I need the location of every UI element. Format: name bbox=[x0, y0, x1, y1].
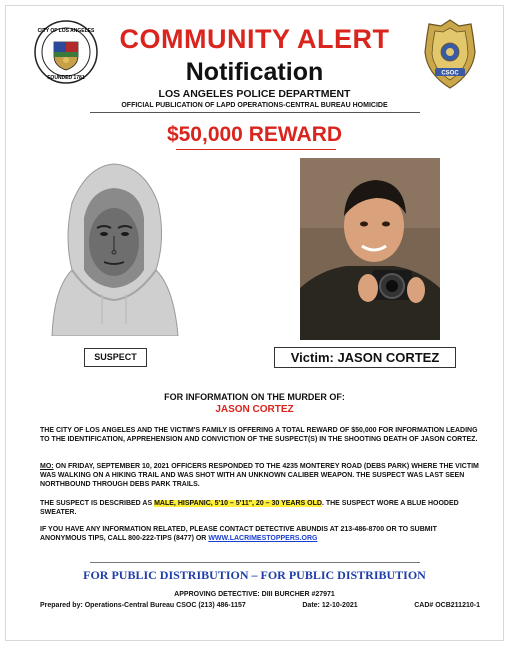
cad-number: CAD# OCB211210-1 bbox=[414, 602, 480, 609]
victim-photo-image bbox=[300, 158, 440, 340]
alert-title: COMMUNITY ALERT bbox=[119, 24, 390, 54]
footer-date: Date: 12-10-2021 bbox=[302, 602, 358, 609]
victim-label: Victim: JASON CORTEZ bbox=[274, 347, 456, 368]
mo-paragraph bbox=[40, 462, 480, 489]
footer-line bbox=[40, 602, 480, 609]
reward-amount: $50,000 REWARD bbox=[166, 123, 343, 146]
suspect-sketch-image bbox=[42, 158, 184, 336]
distribution-divider bbox=[90, 562, 420, 563]
alert-subtitle: Notification bbox=[185, 58, 324, 86]
suspect-label: SUSPECT bbox=[84, 348, 147, 367]
reward-paragraph: THE CITY OF LOS ANGELES AND THE VICTIM'S FAMILY IS OFFERING A TOTAL REWARD OF $50,000 FOR INFORMATION LEADING TO THE IDENTIFICATION, APPREHENSION AND CONVICTION OF THE SUSPECT(S) IN THE SHOOTING DEATH OF JASON CORTEZ. bbox=[40, 427, 478, 443]
svg-text:CITY OF LOS ANGELES: CITY OF LOS ANGELES bbox=[37, 28, 95, 34]
header-divider bbox=[90, 112, 420, 113]
reward-underline bbox=[176, 149, 336, 150]
official-publication: OFFICIAL PUBLICATION OF LAPD OPERATIONS-CENTRAL BUREAU HOMICIDE bbox=[121, 102, 388, 109]
mo-text: ON FRIDAY, SEPTEMBER 10, 2021 OFFICERS RESPONDED TO THE 4235 MONTEREY ROAD (DEBS PARK) WHERE THE VICTIM WAS WALKING ON A HIKING TRAIL AND WAS SHOT WITH AN UNKNOWN CALIBER WEAPON. THE SUSPECT WAS LAST SEEN NORTHBOUND THROUGH DEBS PARK TRAILS. bbox=[40, 463, 479, 488]
victim-name: JASON CORTEZ bbox=[215, 404, 294, 415]
suspect-description-paragraph bbox=[40, 499, 480, 517]
murder-info-heading: FOR INFORMATION ON THE MURDER OF: bbox=[164, 392, 345, 402]
approving-detective: APPROVING DETECTIVE: DIII BURCHER #27971 bbox=[174, 591, 335, 598]
badge-text: CSOC bbox=[441, 70, 459, 77]
description-rest: . THE SUSPECT WORE A BLUE HOODED SWEATER. bbox=[40, 500, 459, 516]
contact-text: IF YOU HAVE ANY INFORMATION RELATED, PLEASE CONTACT DETECTIVE ABUNDIS AT 213-486-8700 OR TO SUBMIT ANONYMOUS TIPS, CALL 800-222-TIPS (8477) OR bbox=[40, 526, 437, 542]
department-name: LOS ANGELES POLICE DEPARTMENT bbox=[158, 88, 351, 100]
description-intro: THE SUSPECT IS DESCRIBED AS bbox=[40, 500, 155, 507]
suspect-description-highlight: MALE, HISPANIC, 5'10 – 5'11", 20 – 30 YEARS OLD bbox=[154, 500, 322, 507]
svg-text:FOUNDED 1781: FOUNDED 1781 bbox=[47, 75, 85, 81]
prepared-by: Prepared by: Operations-Central Bureau CSOC (213) 486-1157 bbox=[40, 602, 246, 609]
contact-paragraph bbox=[40, 525, 480, 543]
mo-label: MO: bbox=[40, 463, 54, 470]
crimestoppers-link[interactable]: WWW.LACRIMESTOPPERS.ORG bbox=[208, 535, 318, 542]
alert-flyer bbox=[5, 5, 504, 641]
public-distribution-banner: FOR PUBLIC DISTRIBUTION – FOR PUBLIC DISTRIBUTION bbox=[83, 568, 426, 582]
